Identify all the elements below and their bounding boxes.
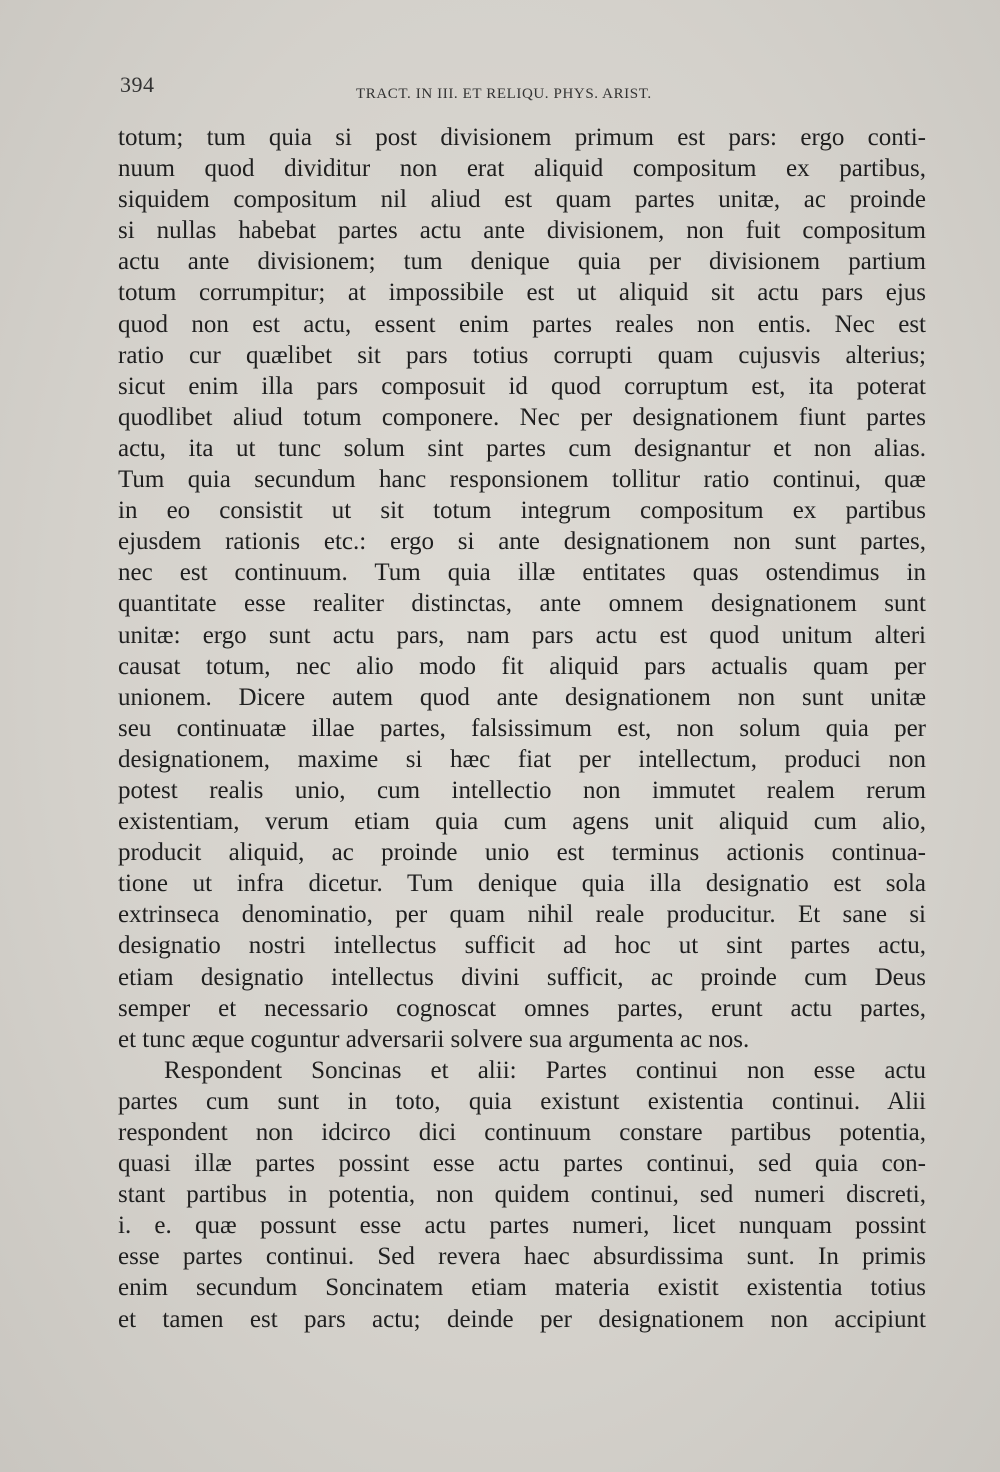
text-line: producit aliquid, ac proinde unio est terminus actionis continua- [118,839,926,867]
text-line: enim secundum Soncinatem etiam materia existit existentia totius [118,1274,926,1302]
text-line: quantitate esse realiter distinctas, ante omnem designationem sunt [118,590,926,618]
text-line: totum corrumpitur; at impossibile est ut aliquid sit actu pars ejus [118,279,926,307]
text-line: causat totum, nec alio modo fit aliquid pars actualis quam per [118,652,926,680]
text-line: quasi illæ partes possint esse actu partes continui, sed quia con- [118,1150,926,1178]
text-line: potest realis unio, cum intellectio non immutet realem rerum [118,776,926,804]
text-line: designationem, maxime si hæc fiat per intellectum, produci non [118,745,926,773]
text-line: Respondent Soncinas et alii: Partes continui non esse actu [164,1056,926,1084]
body-text [118,122,926,1335]
text-line: ratio cur quælibet sit pars totius corrupti quam cujusvis alterius; [118,341,926,369]
text-line: seu continuatæ illae partes, falsissimum est, non solum quia per [118,714,926,742]
text-line: partes cum sunt in toto, quia existunt existentia continui. Alii [118,1087,926,1115]
text-line: existentiam, verum etiam quia cum agens unit aliquid cum alio, [118,808,926,836]
text-line: etiam designatio intellectus divini sufficit, ac proinde cum Deus [118,963,926,991]
text-line: quodlibet aliud totum componere. Nec per designationem fiunt partes [118,403,926,431]
text-line: unionem. Dicere autem quod ante designationem non sunt unitæ [118,683,926,711]
text-line: unitæ: ergo sunt actu pars, nam pars actu est quod unitum alteri [118,621,926,649]
text-line: totum; tum quia si post divisionem primum est pars: ergo conti- [118,124,926,151]
text-line: stant partibus in potentia, non quidem continui, sed numeri discreti, [118,1181,926,1209]
text-line: in eo consistit ut sit totum integrum compositum ex partibus [118,497,926,525]
text-line: actu, ita ut tunc solum sint partes cum designantur et non alias. [118,434,926,462]
text-line: extrinseca denominatio, per quam nihil reale producitur. Et sane si [118,901,926,929]
text-line: actu ante divisionem; tum denique quia per divisionem partium [118,248,926,276]
text-line: nuum quod dividitur non erat aliquid compositum ex partibus, [118,155,926,183]
text-line: esse partes continui. Sed revera haec absurdissima sunt. In primis [118,1243,926,1271]
text-line: tione ut infra dicetur. Tum denique quia illa designatio est sola [118,870,926,898]
text-line: sicut enim illa pars composuit id quod corruptum est, ita poterat [118,372,926,400]
text-line: siquidem compositum nil aliud est quam partes unitæ, ac proinde [118,186,926,214]
page-number: 394 [120,72,155,97]
text-line: respondent non idcirco dici continuum constare partibus potentia, [118,1119,926,1146]
text-line: nec est continuum. Tum quia illæ entitates quas ostendimus in [118,559,926,587]
text-line: semper et necessario cognoscat omnes partes, erunt actu partes, [118,994,926,1022]
text-line: i. e. quæ possunt esse actu partes numeri, licet nunquam possint [118,1212,926,1240]
text-line: ejusdem rationis etc.: ergo si ante designationem non sunt partes, [118,528,926,556]
text-line: si nullas habebat partes actu ante divisionem, non fuit compositum [118,217,926,245]
text-line: designatio nostri intellectus sufficit ad hoc ut sint partes actu, [118,932,926,960]
text-line: Tum quia secundum hanc responsionem tollitur ratio continui, quæ [118,466,926,494]
running-head [118,72,918,102]
running-title: TRACT. IN III. ET RELIQU. PHYS. ARIST. [356,86,652,102]
text-line: quod non est actu, essent enim partes reales non entis. Nec est [118,310,926,338]
text-line: et tunc æque coguntur adversarii solvere sua argumenta ac nos. [118,1025,750,1053]
text-line: et tamen est pars actu; deinde per designationem non accipiunt [118,1305,926,1333]
